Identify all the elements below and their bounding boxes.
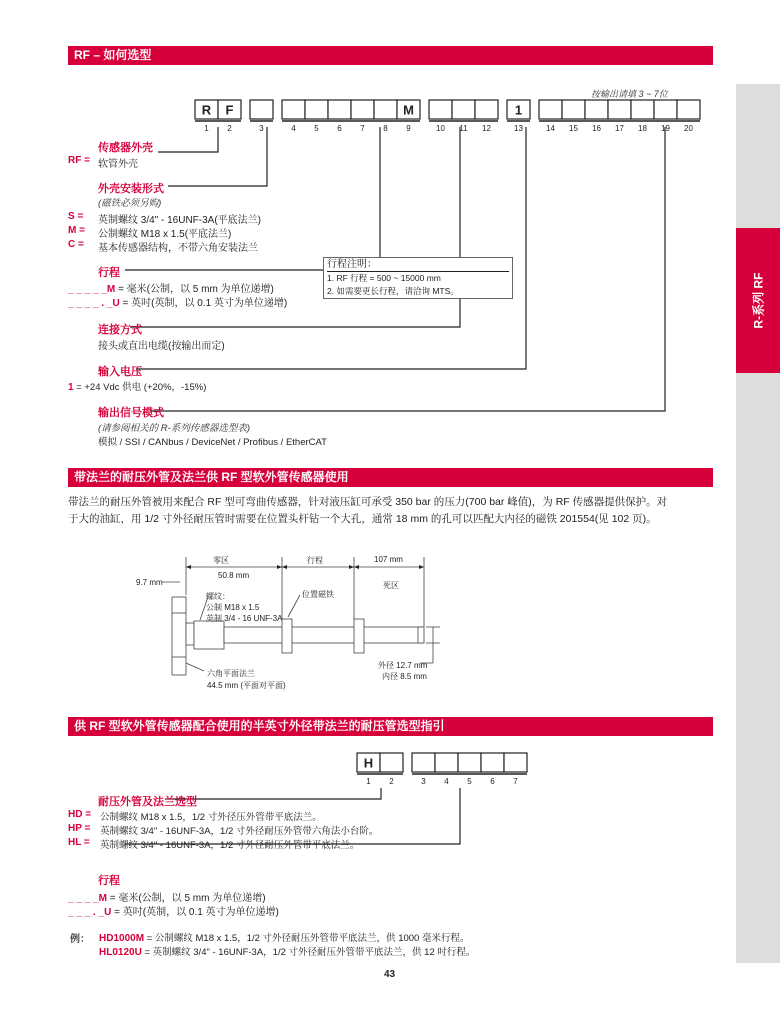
hex-flange xyxy=(172,597,186,675)
mounting-key-m: M = xyxy=(68,225,85,236)
code-box xyxy=(608,100,631,119)
null-zone-label: 零区 xyxy=(213,556,229,565)
tube-stroke-key-metric: M xyxy=(98,893,107,904)
pressure-tube-paragraph xyxy=(68,494,667,528)
outer-diameter: 外径 12.7 mm xyxy=(378,661,428,670)
stroke-key-imperial: U xyxy=(112,298,120,309)
page-number: 43 xyxy=(384,969,396,980)
dead-zone-marker xyxy=(354,619,364,653)
tube-stroke-desc-metric: = 毫米(公制，以 5 mm 为单位递增) xyxy=(106,893,266,904)
tube-key-hp: HP = xyxy=(68,823,91,834)
code-box-number: 3 xyxy=(259,124,264,133)
mounting-key-c: C = xyxy=(68,239,84,250)
stroke-prefix-metric: _ _ _ _ _ xyxy=(68,284,107,295)
stroke-note-line-1: 1. RF 行程 = 500 ~ 15000 mm xyxy=(327,273,441,283)
output-note-ref: (请参阅相关的 R-系列传感器选型表) xyxy=(98,423,250,434)
example-key-2: HL0120U xyxy=(99,947,142,958)
stroke-note-title: 行程注明： xyxy=(327,259,509,272)
order-code-diagram xyxy=(0,0,730,420)
leader-magnet xyxy=(288,595,300,617)
flange-thickness-dim: 9.7 mm xyxy=(136,578,163,587)
example-row-2 xyxy=(99,944,475,958)
housing-desc: 软管外壳 xyxy=(98,159,138,170)
tube-stroke-prefix-imperial: _ _ _ . _ xyxy=(68,907,105,918)
mounting-desc-m: 公制螺纹 M18 x 1.5(平底法兰) xyxy=(98,229,232,240)
code-box xyxy=(435,753,458,772)
code-box xyxy=(374,100,397,119)
mounting-desc-c: 基本传感器结构，不带六角安装法兰 xyxy=(98,243,258,254)
code-box-number: 5 xyxy=(314,124,319,133)
stroke-key-metric: M xyxy=(106,284,116,295)
code-box-number: 4 xyxy=(444,777,449,786)
code-box xyxy=(504,753,527,772)
code-box-number: 6 xyxy=(490,777,495,786)
code-box-char: H xyxy=(363,755,374,771)
tube-stroke-title: 行程 xyxy=(98,875,120,887)
code-box-number: 15 xyxy=(569,124,578,133)
code-box-number: 18 xyxy=(638,124,647,133)
tube-key-hd: HD = xyxy=(68,809,92,820)
stroke-note-line-2: 2. 如需要更长行程，请洽询 MTS。 xyxy=(327,286,459,296)
thread-section xyxy=(194,621,224,649)
hex-flange-dim: 44.5 mm (平面对平面) xyxy=(207,681,286,690)
connection-desc: 接头或直出电缆(按输出而定) xyxy=(98,341,225,352)
code-box-number: 17 xyxy=(615,124,624,133)
tube-stroke-desc-imperial: = 英吋(英制，以 0.1 英寸为单位递增) xyxy=(111,907,279,918)
stroke-zone-label: 行程 xyxy=(307,556,323,565)
tube-desc-hd: 公制螺纹 M18 x 1.5，1/2 寸外径压外管带平底法兰。 xyxy=(100,812,322,823)
code-box-number: 11 xyxy=(459,124,468,133)
null-zone-dim: 50.8 mm xyxy=(218,571,250,580)
code-box-number: 4 xyxy=(291,124,296,133)
mounting-desc-s: 英制螺纹 3/4" - 16UNF-3A(平底法兰) xyxy=(98,215,262,226)
code-box-number: 10 xyxy=(436,124,445,133)
tube-type-title: 耐压外管及法兰选型 xyxy=(98,796,197,808)
example-desc-1: = 公制螺纹 M18 x 1.5，1/2 寸外径耐压外管带平底法兰，供 1000 毫米行程。 xyxy=(144,933,470,944)
code-box-number: 19 xyxy=(661,124,670,133)
code-box xyxy=(475,100,498,119)
code-box-number: 8 xyxy=(383,124,388,133)
code-box xyxy=(654,100,677,119)
tube-stroke-row-imperial xyxy=(68,903,279,918)
stroke-row-imperial xyxy=(68,294,287,309)
code-box xyxy=(677,100,700,119)
tube-code-boxes xyxy=(357,753,527,786)
example-key-1: HD1000M xyxy=(99,933,145,944)
housing-title: 传感器外壳 xyxy=(98,142,153,154)
section-banner-pressure-tube: 带法兰的耐压外管及法兰供 RF 型软外管传感器使用 xyxy=(68,468,713,487)
stroke-title: 行程 xyxy=(98,267,120,279)
tube-stroke-prefix-metric: _ _ _ _ xyxy=(68,893,99,904)
code-box xyxy=(452,100,475,119)
stroke-prefix-imperial: _ _ _ _ . _ xyxy=(68,298,113,309)
connection-title: 连接方式 xyxy=(98,324,142,336)
dead-zone-label: 死区 xyxy=(383,581,399,590)
code-box-char: F xyxy=(225,102,234,118)
code-box-char: R xyxy=(201,102,212,118)
code-box-number: 20 xyxy=(684,124,693,133)
code-box xyxy=(282,100,305,119)
section-banner-how-to-order: RF – 如何选型 xyxy=(68,46,713,65)
tube-desc-hl: 英制螺纹 3/4" - 16UNF-3A，1/2 寸外径耐压外管带平底法兰。 xyxy=(100,840,360,851)
code-box-number: 6 xyxy=(337,124,342,133)
code-box-number: 16 xyxy=(592,124,601,133)
code-box-number: 5 xyxy=(467,777,472,786)
code-box xyxy=(458,753,481,772)
tube-stroke-key-imperial: U xyxy=(104,907,112,918)
order-code-boxes xyxy=(195,100,700,133)
code-box-number: 14 xyxy=(546,124,555,133)
example-row-1 xyxy=(99,930,469,944)
code-box xyxy=(351,100,374,119)
code-box xyxy=(562,100,585,119)
tube-body xyxy=(224,627,422,643)
code-box-number: 7 xyxy=(513,777,518,786)
code-box xyxy=(585,100,608,119)
code-box-number: 13 xyxy=(514,124,523,133)
housing-key: RF = xyxy=(68,155,90,166)
mounting-title: 外壳安装形式 xyxy=(98,183,164,195)
dead-zone-dim: 107 mm xyxy=(374,555,403,564)
code-box xyxy=(539,100,562,119)
code-box xyxy=(429,100,452,119)
stroke-note-box xyxy=(323,257,513,299)
inner-diameter: 内径 8.5 mm xyxy=(382,672,427,681)
code-box xyxy=(250,100,273,119)
example-label: 例： xyxy=(70,934,90,945)
position-magnet xyxy=(282,619,292,653)
code-box-char: M xyxy=(403,102,414,118)
thread-title: 螺纹： xyxy=(206,592,230,601)
code-box xyxy=(412,753,435,772)
output-title: 输出信号模式 xyxy=(98,407,164,419)
leader-hex xyxy=(186,663,204,671)
stroke-row-metric xyxy=(68,280,274,295)
tube-desc-hp: 英制螺纹 3/4" - 16UNF-3A，1/2 寸外径耐压外管带六角法小台阶。 xyxy=(100,826,379,837)
voltage-desc: = +24 Vdc 供电 (+20%，-15%) xyxy=(73,382,207,393)
code-box-number: 12 xyxy=(482,124,491,133)
code-box xyxy=(631,100,654,119)
magnet-label: 位置磁铁 xyxy=(302,590,334,599)
output-desc: 模拟 / SSI / CANbus / DeviceNet / Profibus / EtherCAT xyxy=(98,437,327,448)
mounting-note: (磁铁必须另购) xyxy=(98,198,162,209)
side-tab-label: R-系列 RF xyxy=(751,272,766,329)
tube-stroke-row-metric xyxy=(68,889,266,904)
mounting-key-s: S = xyxy=(68,211,84,222)
code-box xyxy=(328,100,351,119)
hex-flange-label: 六角平面法兰 xyxy=(207,669,255,678)
voltage-title: 输入电压 xyxy=(98,366,142,378)
section-banner-tube-ordering: 供 RF 型软外管传感器配合使用的半英寸外径带法兰的耐压管选型指引 xyxy=(68,717,713,736)
stroke-desc-imperial: = 英吋(英制，以 0.1 英寸为单位递增) xyxy=(119,298,288,309)
code-box-number: 1 xyxy=(204,124,209,133)
code-box-number: 1 xyxy=(366,777,371,786)
side-strip xyxy=(736,84,780,963)
code-box-number: 7 xyxy=(360,124,365,133)
connector-housing xyxy=(158,127,218,152)
tube-key-hl: HL = xyxy=(68,837,90,848)
code-box-number: 3 xyxy=(421,777,426,786)
output-note: 按输出请填 3 ~ 7位 xyxy=(591,89,668,99)
voltage-key: 1 xyxy=(68,382,74,393)
voltage-row xyxy=(68,379,206,393)
stroke-desc-metric: = 毫米(公制，以 5 mm 为单位递增) xyxy=(115,284,274,295)
code-box xyxy=(481,753,504,772)
code-box-number: 2 xyxy=(227,124,232,133)
paragraph-line-1: 带法兰的耐压外管被用来配合 RF 型可弯曲传感器，针对液压缸可承受 350 bar 的压力(700 bar 峰值)，为 RF 传感器提供保护。对 xyxy=(68,496,668,508)
paragraph-line-2: 于大的油缸，用 1/2 寸外径耐压管时需要在位置头杆钻一个大孔，通常 18 mm 的孔可以匹配大内径的磁铁 201554(见 102 页)。 xyxy=(68,513,657,525)
code-box xyxy=(380,753,403,772)
thread-imperial: 英制 3/4 - 16 UNF-3A xyxy=(206,614,283,623)
code-box-number: 2 xyxy=(389,777,394,786)
thread-metric: 公制 M18 x 1.5 xyxy=(206,603,260,612)
code-box-number: 9 xyxy=(406,124,411,133)
connector-tube-type xyxy=(165,788,381,799)
code-box xyxy=(305,100,328,119)
example-desc-2: = 英制螺纹 3/4" - 16UNF-3A，1/2 寸外径耐压外管带平底法兰，供 12 吋行程。 xyxy=(141,947,476,958)
code-box-char: 1 xyxy=(514,102,523,118)
side-tab[interactable] xyxy=(736,228,780,373)
